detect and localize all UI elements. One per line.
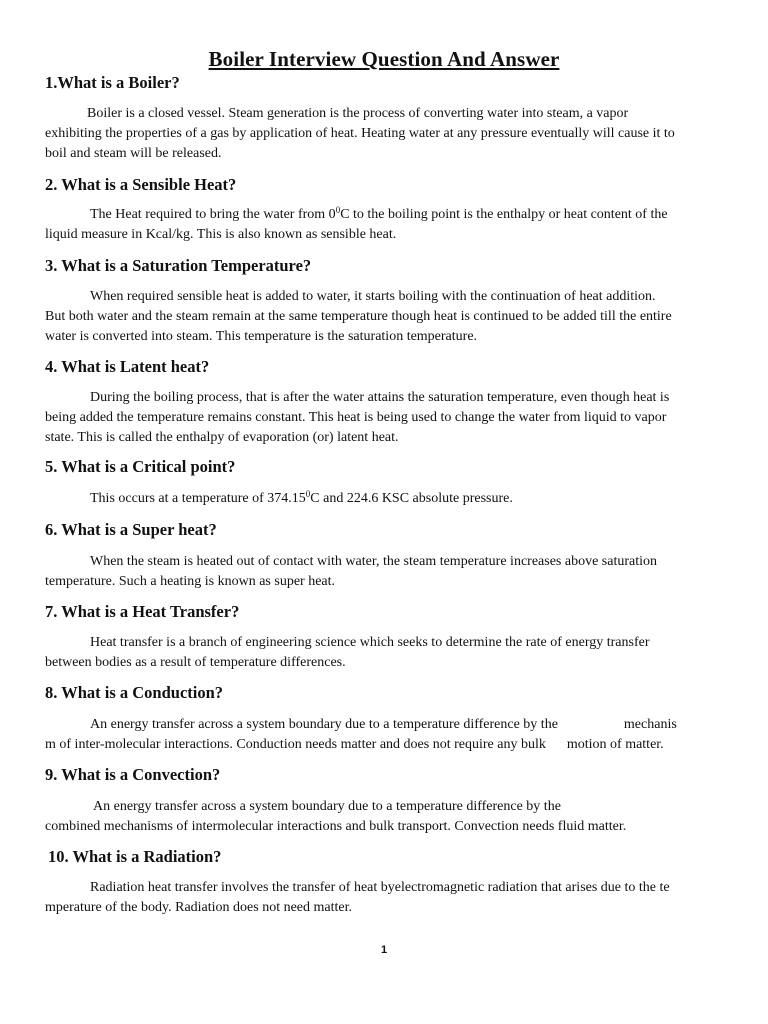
answer-8 bbox=[45, 715, 723, 755]
answer-line: temperature. Such a heating is known as super heat. bbox=[45, 574, 336, 589]
answer-5 bbox=[45, 489, 723, 509]
answer-6 bbox=[45, 552, 723, 592]
superscript: 0 bbox=[305, 489, 311, 499]
question-heading-6: 6. What is a Super heat? bbox=[45, 520, 217, 539]
question-heading-2: 2. What is a Sensible Heat? bbox=[45, 175, 237, 194]
answer-line: being added the temperature remains constant. This heat is being used to change the water from liquid to vapor bbox=[45, 410, 667, 425]
answer-line: liquid measure in Kcal/kg. This is also known as sensible heat. bbox=[45, 227, 397, 242]
answer-line: But both water and the steam remain at the same temperature though heat is continued to be added till the entire bbox=[45, 309, 672, 324]
question-heading-8: 8. What is a Conduction? bbox=[45, 683, 224, 702]
answer-line: Boiler is a closed vessel. Steam generation is the process of converting water into steam, a vapor bbox=[87, 106, 629, 121]
question-heading-1: 1.What is a Boiler? bbox=[45, 73, 180, 92]
answer-line: m of inter-molecular interactions. Conduction needs matter and does not require any bulk motion of matter. bbox=[45, 737, 664, 752]
answer-line: An energy transfer across a system boundary due to a temperature difference by the mechanis bbox=[90, 717, 677, 732]
answer-line: boil and steam will be released. bbox=[45, 146, 222, 161]
answer-2 bbox=[45, 205, 723, 245]
question-heading-7: 7. What is a Heat Transfer? bbox=[45, 602, 240, 621]
answer-line: An energy transfer across a system boundary due to a temperature difference by the bbox=[93, 799, 561, 814]
question-heading-9: 9. What is a Convection? bbox=[45, 765, 221, 784]
answer-line: Radiation heat transfer involves the transfer of heat byelectromagnetic radiation that arises due to the te bbox=[90, 880, 670, 895]
document-title: Boiler Interview Question And Answer bbox=[208, 47, 560, 71]
answer-7 bbox=[45, 633, 723, 673]
answer-line: This occurs at a temperature of 374.15$^0$C and 224.6 KSC absolute pressure. bbox=[90, 489, 513, 506]
question-heading-10: 10. What is a Radiation? bbox=[48, 847, 222, 866]
question-heading-3: 3. What is a Saturation Temperature? bbox=[45, 256, 312, 275]
answer-10 bbox=[45, 878, 723, 918]
answer-line: mperature of the body. Radiation does not need matter. bbox=[45, 900, 353, 915]
answer-9 bbox=[45, 797, 723, 837]
answer-3 bbox=[45, 287, 723, 347]
answer-4 bbox=[45, 388, 723, 448]
answer-line: exhibiting the properties of a gas by application of heat. Heating water at any pressure eventually will cause it to bbox=[45, 126, 675, 141]
answer-line: Heat transfer is a branch of engineering science which seeks to determine the rate of energy transfer bbox=[90, 635, 650, 650]
superscript: 0 bbox=[335, 205, 341, 215]
page-number: 1 bbox=[380, 944, 388, 956]
answer-line: The Heat required to bring the water from $0^0C$ to the boiling point is the enthalpy or heat content of the bbox=[90, 205, 668, 222]
question-heading-4: 4. What is Latent heat? bbox=[45, 357, 210, 376]
question-heading-5: 5. What is a Critical point? bbox=[45, 457, 236, 476]
answer-line: combined mechanisms of intermolecular interactions and bulk transport. Convection needs fluid matter. bbox=[45, 819, 627, 834]
answer-line: state. This is called the enthalpy of evaporation (or) latent heat. bbox=[45, 430, 399, 445]
answer-line: When required sensible heat is added to water, it starts boiling with the continuation of heat addition. bbox=[90, 289, 656, 304]
answer-line: water is converted into steam. This temperature is the saturation temperature. bbox=[45, 329, 478, 344]
answer-1 bbox=[45, 104, 723, 164]
answer-line: When the steam is heated out of contact with water, the steam temperature increases above saturation bbox=[90, 554, 657, 569]
answer-line: During the boiling process, that is after the water attains the saturation temperature, even though heat is bbox=[90, 390, 670, 405]
answer-line: between bodies as a result of temperature differences. bbox=[45, 655, 346, 670]
